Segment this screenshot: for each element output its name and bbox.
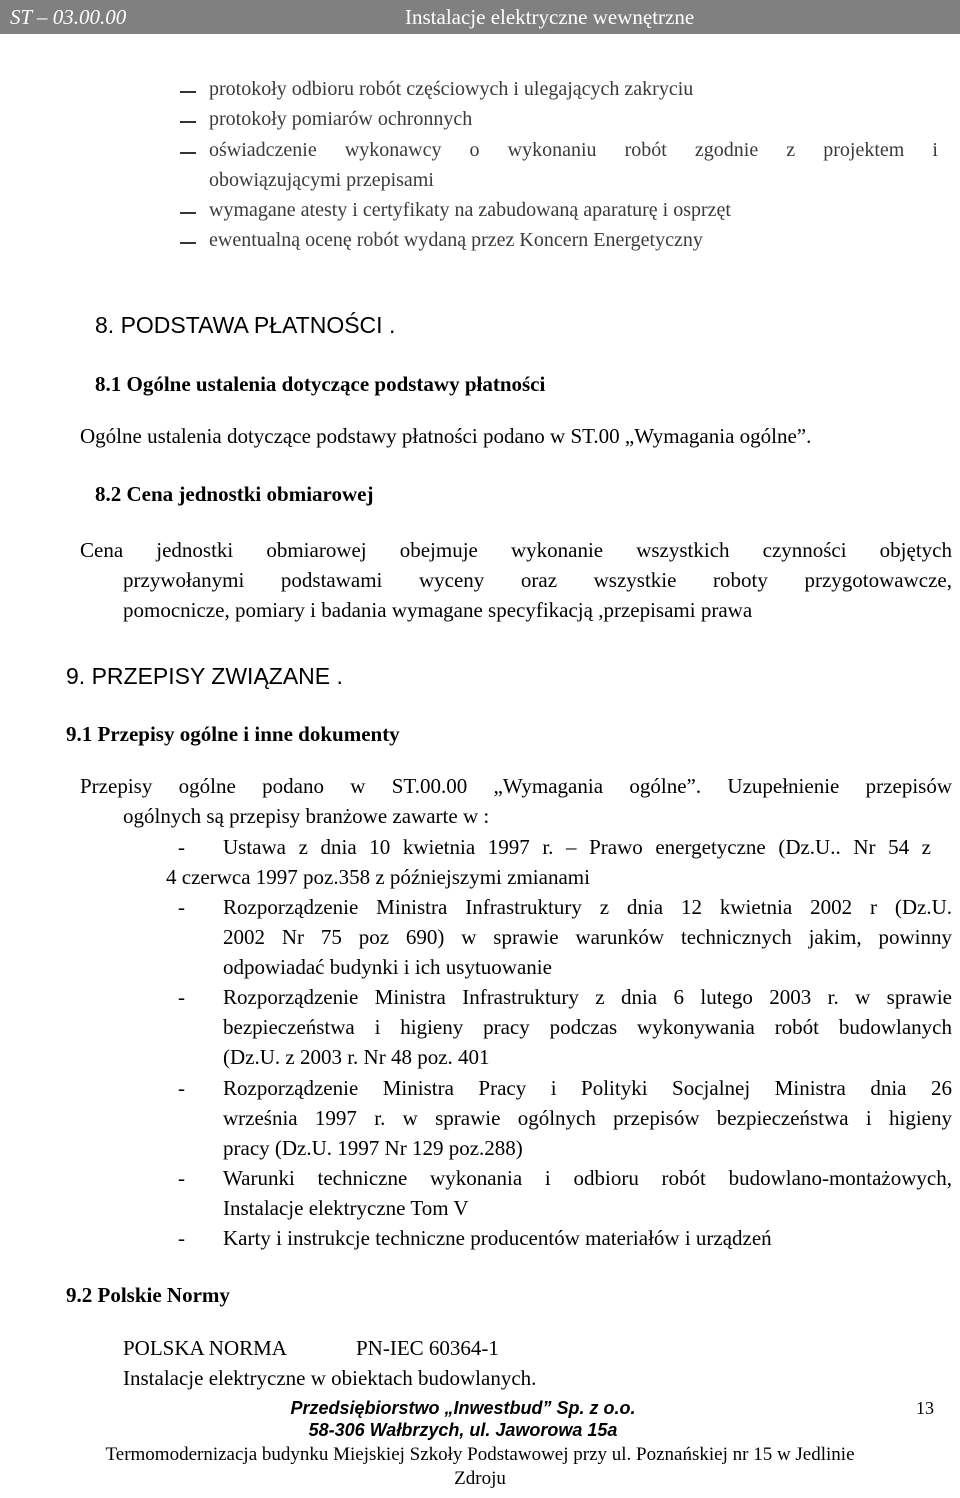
list-item: protokoły pomiarów ochronnych	[209, 108, 473, 130]
list-item-continuation: obowiązującymi przepisami	[209, 169, 434, 191]
regulation-line: Rozporządzenie Ministra Infrastruktury z dnia 6 lutego 2003 r. w sprawie	[223, 985, 952, 1009]
norm-code: PN-IEC 60364-1	[356, 1336, 499, 1360]
section-9-1-title: 9.1 Przepisy ogólne i inne dokumenty	[66, 722, 400, 746]
regulation-line: odpowiadać budynki i ich usytuowanie	[223, 955, 552, 979]
header-document-code: ST – 03.00.00	[10, 5, 127, 29]
list-marker: -	[178, 1076, 185, 1100]
regulation-line: 2002 Nr 75 poz 690) w sprawie warunków technicznych jakim, powinny	[223, 925, 952, 949]
regulation-line: bezpieczeństwa i higieny pracy podczas wykonywania robót budowlanych	[223, 1015, 952, 1039]
regulation-line: 4 czerwca 1997 poz.358 z późniejszymi zmianami	[166, 865, 590, 889]
list-marker: -	[178, 1226, 185, 1250]
header-document-title: Instalacje elektryczne wewnętrzne	[405, 5, 695, 29]
footer-project-line: Zdroju	[454, 1468, 506, 1489]
section-9-title: 9. PRZEPISY ZWIĄZANE .	[66, 663, 343, 689]
paragraph-line: przywołanymi podstawami wyceny oraz wszystkie roboty przygotowawcze,	[123, 568, 952, 592]
page-header	[0, 0, 960, 34]
norm-label: POLSKA NORMA	[123, 1336, 287, 1360]
list-item: wymagane atesty i certyfikaty na zabudowaną aparaturę i osprzęt	[209, 199, 731, 221]
list-item: protokoły odbioru robót częściowych i ulegających zakryciu	[209, 78, 694, 100]
section-8-1-text: Ogólne ustalenia dotyczące podstawy płatności podano w ST.00 „Wymagania ogólne”.	[80, 424, 812, 448]
footer-project-line: Termomodernizacja budynku Miejskiej Szkoły Podstawowej przy ul. Poznańskiej nr 15 w Jedlinie	[105, 1444, 855, 1465]
paragraph-line: Cena jednostki obmiarowej obejmuje wykonanie wszystkich czynności objętych	[80, 538, 952, 562]
list-marker: -	[178, 1166, 185, 1190]
list-marker: -	[178, 895, 185, 919]
dash-bullet	[180, 152, 196, 154]
dash-bullet	[180, 212, 196, 214]
list-item: oświadczenie wykonawcy o wykonaniu robót zgodnie z projektem i	[209, 139, 938, 161]
norm-description: Instalacje elektryczne w obiektach budowlanych.	[123, 1366, 537, 1390]
list-marker: -	[178, 985, 185, 1009]
list-item: ewentualną ocenę robót wydaną przez Koncern Energetyczny	[209, 229, 703, 251]
paragraph-line: ogólnych są przepisy branżowe zawarte w :	[123, 804, 490, 828]
dash-bullet	[180, 242, 196, 244]
section-8-1-title: 8.1 Ogólne ustalenia dotyczące podstawy płatności	[95, 372, 546, 396]
regulation-line: Instalacje elektryczne Tom V	[223, 1196, 469, 1220]
footer-company: Przedsiębiorstwo „Inwestbud” Sp. z o.o.	[290, 1398, 636, 1418]
list-marker: -	[178, 835, 185, 859]
regulation-line: Rozporządzenie Ministra Infrastruktury z dnia 12 kwietnia 2002 r (Dz.U.	[223, 895, 952, 919]
regulation-line: września 1997 r. w sprawie ogólnych przepisów bezpieczeństwa i higieny	[223, 1106, 952, 1130]
regulation-line: Rozporządzenie Ministra Pracy i Polityki Socjalnej Ministra dnia 26	[223, 1076, 952, 1100]
regulation-line: pracy (Dz.U. 1997 Nr 129 poz.288)	[223, 1136, 523, 1160]
paragraph-line: Przepisy ogólne podano w ST.00.00 „Wymagania ogólne”. Uzupełnienie przepisów	[80, 774, 952, 798]
paragraph-line: pomocnicze, pomiary i badania wymagane specyfikacją ,przepisami prawa	[123, 598, 753, 622]
regulation-line: Warunki techniczne wykonania i odbioru robót budowlano-montażowych,	[223, 1166, 952, 1190]
section-8-title: 8. PODSTAWA PŁATNOŚCI .	[95, 312, 396, 338]
regulation-line: Ustawa z dnia 10 kwietnia 1997 r. – Prawo energetyczne (Dz.U.. Nr 54 z	[223, 835, 931, 859]
dash-bullet	[180, 121, 196, 123]
dash-bullet	[180, 91, 196, 93]
regulation-line: Karty i instrukcje techniczne producentów materiałów i urządzeń	[223, 1226, 772, 1250]
footer-address: 58-306 Wałbrzych, ul. Jaworowa 15a	[308, 1420, 618, 1440]
section-9-2-title: 9.2 Polskie Normy	[66, 1283, 230, 1307]
regulation-line: (Dz.U. z 2003 r. Nr 48 poz. 401	[223, 1045, 490, 1069]
page-number: 13	[916, 1398, 934, 1418]
section-8-2-title: 8.2 Cena jednostki obmiarowej	[95, 482, 374, 506]
